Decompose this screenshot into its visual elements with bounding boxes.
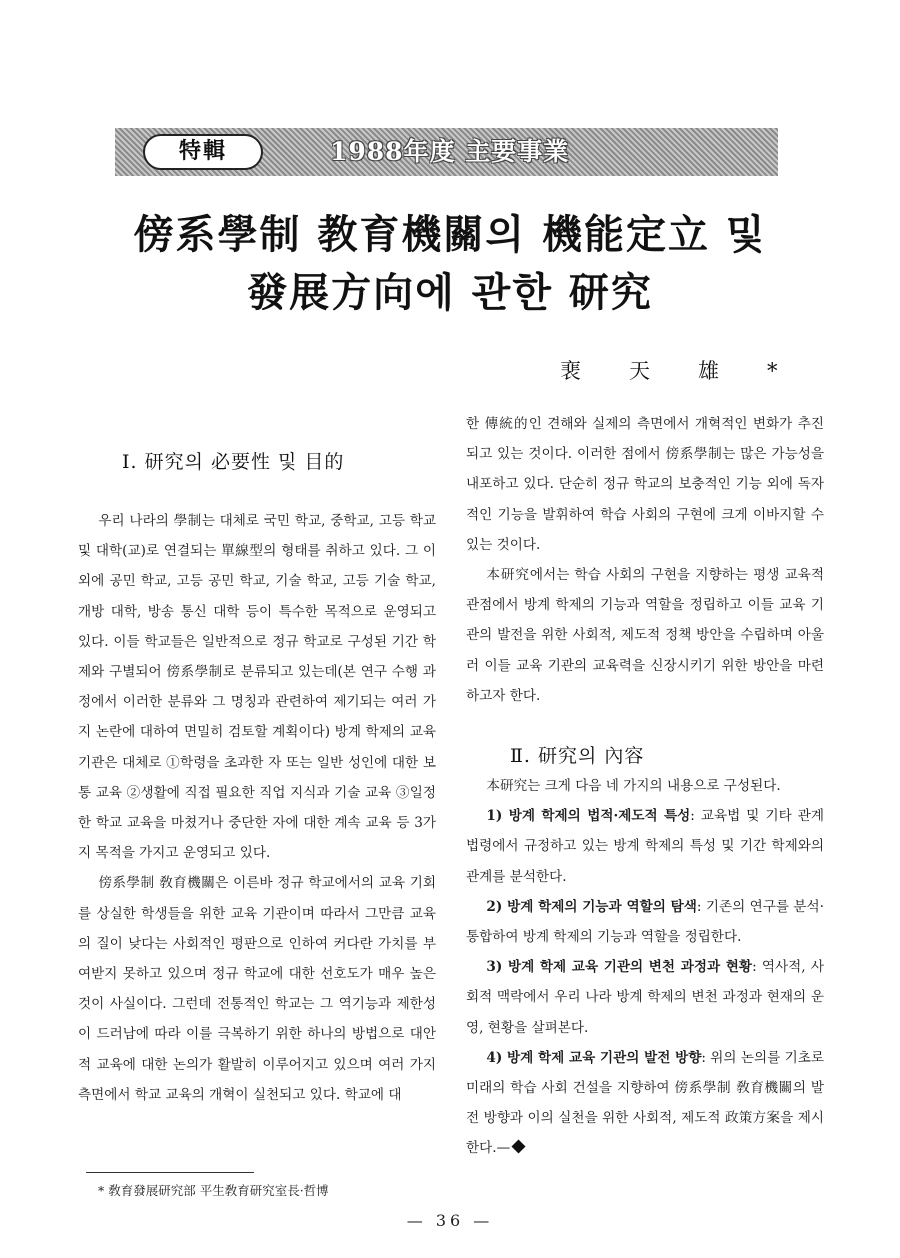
list-item-label: 3) 방계 학제 교육 기관의 변천 과정과 현황 — [486, 959, 753, 976]
list-item-text: : 기존의 연구를 분석·통합하여 방계 학제의 기능과 역할을 정립한다. — [466, 898, 824, 946]
paragraph: 本研究는 크게 다음 네 가지의 내용으로 구성된다. — [486, 778, 781, 794]
list-item-text: : 역사적, 사회적 맥락에서 우리 나라 방계 학제의 변천 과정과 현재의 운영, 현황을 살펴본다. — [466, 959, 824, 1036]
list-item — [466, 892, 824, 952]
banner-title: 1988年度 主要事業 — [330, 137, 570, 166]
special-feature-tag: 特輯 — [143, 134, 263, 170]
article-title-line-2: 發展方向에 관한 研究 — [247, 269, 653, 316]
list-item-label: 1) 방계 학제의 법적·제도적 특성 — [486, 808, 691, 825]
page-number: — 36 — — [406, 1211, 494, 1230]
footnote-rule — [86, 1172, 254, 1173]
section-heading-1: Ⅰ. 研究의 必要性 및 目的 — [122, 451, 345, 473]
paragraph: 한 傳統的인 견해와 실제의 측면에서 개혁적인 변화가 추진되고 있는 것이다. 이러한 점에서 傍系學制는 많은 가능성을 내포하고 있다. 단순히 정규 학교의 보충적인 기능 외에 독자적인 기능을 발휘하여 학습 사회의 구현에 크게 이바지할 수 있는 것이다. — [466, 416, 824, 553]
list-item-text: : 교육법 및 기타 관계 법령에서 규정하고 있는 방계 학제의 특성 및 기간 학제와의 관계를 분석한다. — [466, 808, 824, 885]
paragraph: 本研究에서는 학습 사회의 구현을 지향하는 평생 교육적 관점에서 방계 학제의 기능과 역할을 정립하고 이들 교육 기관의 발전을 위한 사회적, 제도적 정책 방안을 수립하며 아울러 이들 교육 기관의 교육력을 신장시키기 위한 방안을 마련하고자 한다. — [466, 567, 824, 704]
section-heading-2: Ⅱ. 研究의 內容 — [510, 745, 645, 767]
list-item — [466, 952, 824, 1043]
left-column-body — [78, 506, 436, 1110]
right-column-contents — [466, 771, 824, 1164]
list-item-label: 4) 방계 학제 교육 기관의 발전 방향 — [486, 1049, 702, 1066]
paragraph: 우리 나라의 學制는 대체로 국민 학교, 중학교, 고등 학교 및 대학(교)로 연결되는 單線型의 형태를 취하고 있다. 그 이외에 공민 학교, 고등 공민 학교, 기술 학교, 고등 기술 학교, 개방 대학, 방송 통신 대학 등이 특수한 목적으로 운영되고 있다. 이들 학교들은 일반적으로 정규 학교로 구성된 기간 학제와 구별되어 傍系學制로 분류되고 있는데(본 연구 수행 과정에서 이러한 분류와 그 명칭과 관련하여 제기되는 여러 가지 논란에 대하여 면밀히 검토할 계획이다) 방계 학제의 교육 기관은 대체로 ①학령을 초과한 자 또는 일반 성인에 대한 보통 교육 ②생활에 직접 필요한 직업 지식과 기술 교육 ③일정한 학교 교육을 마쳤거나 중단한 자에 대한 계속 교육 등 3가지 목적을 가지고 운영되고 있다. — [78, 513, 436, 862]
list-item-label: 2) 방계 학제의 기능과 역할의 탐색 — [486, 898, 697, 915]
paragraph: 傍系學制 敎育機關은 이른바 정규 학교에서의 교육 기회를 상실한 학생들을 위한 교육 기관이며 따라서 그만큼 교육의 질이 낮다는 사회적인 평판으로 인하여 커다란 가치를 부여받지 못하고 있으며 정규 학교에 대한 선호도가 매우 높은 것이 사실이다. 그런데 전통적인 학교는 그 역기능과 제한성이 드러남에 따라 이를 극복하기 위한 하나의 방법으로 대안적 교육에 대한 논의가 활발히 이루어지고 있으며 여러 가지 측면에서 학교 교육의 개혁이 실천되고 있다. 학교에 대 — [78, 875, 436, 1103]
end-of-article-icon — [512, 1140, 526, 1154]
section-banner — [115, 128, 778, 176]
list-item — [466, 1043, 824, 1164]
author-footnote: * 敎育發展研究部 平生敎育研究室長·哲博 — [98, 1183, 329, 1198]
list-item-text: : 위의 논의를 기초로 미래의 학습 사회 건설을 지향하여 傍系學制 敎育機關의 발전 방향과 이의 실천을 위한 사회적, 제도적 政策方案을 제시한다.— — [466, 1049, 824, 1157]
author-name: 裵天雄* — [560, 359, 826, 383]
list-item — [466, 801, 824, 892]
article-title-line-1: 傍系學制 教育機關의 機能定立 및 — [133, 211, 767, 258]
right-column-top — [466, 409, 824, 711]
